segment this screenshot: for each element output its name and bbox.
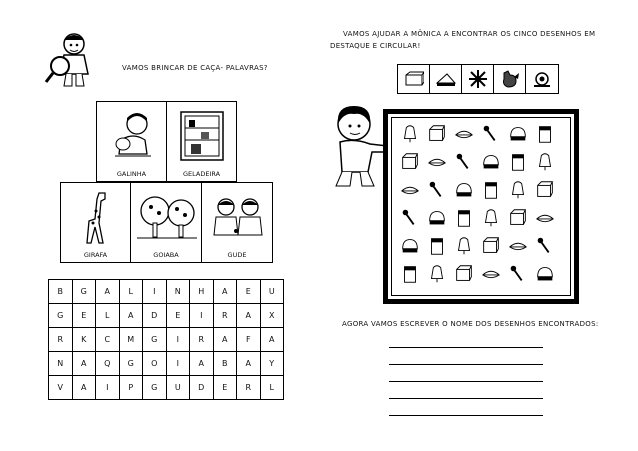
hidden-drawing-icon[interactable] <box>396 232 423 260</box>
instruction-line-2: DESTAQUE E CIRCULAR! <box>330 42 421 50</box>
hidden-drawing-icon[interactable] <box>396 120 423 148</box>
hidden-drawing-icon[interactable] <box>450 120 477 148</box>
grid-row <box>49 376 284 400</box>
grid-cell[interactable]: L <box>119 280 143 304</box>
grid-cell[interactable]: A <box>72 352 96 376</box>
instruction-line-1: VAMOS AJUDAR A MÔNICA A ENCONTRAR OS CINCO DESENHOS EM <box>343 30 596 38</box>
hidden-drawing-icon[interactable] <box>504 176 531 204</box>
answer-line-1[interactable] <box>389 347 543 348</box>
hidden-drawing-icon[interactable] <box>396 204 423 232</box>
grid-cell[interactable]: E <box>237 280 261 304</box>
hidden-drawing-icon[interactable] <box>531 148 558 176</box>
picture-card-goiaba <box>130 182 202 263</box>
grid-cell[interactable]: L <box>96 304 120 328</box>
grid-cell[interactable]: A <box>237 352 261 376</box>
answer-line-2[interactable] <box>389 364 543 365</box>
hidden-drawing-icon[interactable] <box>504 148 531 176</box>
grid-cell[interactable]: R <box>237 376 261 400</box>
grid-cell[interactable]: I <box>96 376 120 400</box>
grid-cell[interactable]: F <box>237 328 261 352</box>
left-title: VAMOS BRINCAR DE CAÇA- PALAVRAS? <box>122 64 268 72</box>
grid-cell[interactable]: A <box>119 304 143 328</box>
grid-cell[interactable]: Y <box>260 352 284 376</box>
grid-cell[interactable]: G <box>72 280 96 304</box>
hidden-drawing-icon[interactable] <box>477 260 504 288</box>
grid-cell[interactable]: A <box>190 352 214 376</box>
grid-cell[interactable]: A <box>96 280 120 304</box>
picture-card-geladeira <box>166 101 237 182</box>
hidden-drawing-icon[interactable] <box>396 176 423 204</box>
hidden-drawing-icon[interactable] <box>477 120 504 148</box>
picture-label: GELADEIRA <box>182 170 221 178</box>
rooster-icon <box>494 65 526 93</box>
hidden-drawing-icon[interactable] <box>396 148 423 176</box>
grid-cell[interactable]: N <box>166 280 190 304</box>
grid-cell[interactable]: H <box>190 280 214 304</box>
grid-row <box>49 328 284 352</box>
hidden-drawing-icon[interactable] <box>423 204 450 232</box>
word-search-grid <box>48 279 284 400</box>
target-drawings-strip <box>397 64 559 94</box>
grid-cell[interactable]: E <box>213 376 237 400</box>
grid-cell[interactable]: U <box>260 280 284 304</box>
grid-cell[interactable]: G <box>143 376 167 400</box>
grid-cell[interactable]: B <box>49 280 73 304</box>
grid-cell[interactable]: E <box>72 304 96 328</box>
grid-cell[interactable]: B <box>213 352 237 376</box>
grid-cell[interactable]: R <box>49 328 73 352</box>
grid-cell[interactable]: I <box>143 280 167 304</box>
grid-cell[interactable]: G <box>143 328 167 352</box>
grid-cell[interactable]: G <box>119 352 143 376</box>
grid-cell[interactable]: K <box>72 328 96 352</box>
hidden-drawing-icon[interactable] <box>450 260 477 288</box>
snail-icon <box>526 65 558 93</box>
hidden-drawing-icon[interactable] <box>477 148 504 176</box>
hidden-drawing-icon[interactable] <box>423 260 450 288</box>
grid-cell[interactable]: A <box>237 304 261 328</box>
grid-cell[interactable]: P <box>119 376 143 400</box>
picture-card-galinha <box>96 101 167 182</box>
hidden-drawing-icon[interactable] <box>477 204 504 232</box>
magnifier-character-illustration <box>44 30 100 90</box>
guava-trees-drawing <box>137 193 197 241</box>
hidden-drawing-icon[interactable] <box>531 120 558 148</box>
grid-cell[interactable]: N <box>49 352 73 376</box>
picture-label: GOIABA <box>153 251 179 259</box>
grid-cell[interactable]: D <box>190 376 214 400</box>
grid-cell[interactable]: I <box>166 352 190 376</box>
grid-cell[interactable]: R <box>190 328 214 352</box>
answer-line-5[interactable] <box>389 415 543 416</box>
hidden-drawing-icon[interactable] <box>531 232 558 260</box>
grid-cell[interactable]: X <box>260 304 284 328</box>
grid-cell[interactable]: C <box>96 328 120 352</box>
grid-cell[interactable]: O <box>143 352 167 376</box>
grid-cell[interactable]: M <box>119 328 143 352</box>
hidden-drawing-icon[interactable] <box>423 232 450 260</box>
grid-cell[interactable]: D <box>143 304 167 328</box>
grid-cell[interactable]: I <box>166 328 190 352</box>
grid-cell[interactable]: A <box>213 328 237 352</box>
hidden-drawing-icon[interactable] <box>504 232 531 260</box>
hidden-drawings-grid <box>396 120 558 288</box>
grid-row <box>49 352 284 376</box>
hidden-drawing-icon[interactable] <box>423 176 450 204</box>
refrigerator-drawing <box>177 108 227 164</box>
write-instruction: AGORA VAMOS ESCREVER O NOME DOS DESENHOS ENCONTRADOS: <box>342 320 599 328</box>
grid-cell[interactable]: R <box>213 304 237 328</box>
grid-cell[interactable]: V <box>49 376 73 400</box>
grid-cell[interactable]: G <box>49 304 73 328</box>
kids-playing-marbles-drawing <box>210 195 266 239</box>
grid-row <box>49 280 284 304</box>
grid-cell[interactable]: A <box>72 376 96 400</box>
picture-card-gude <box>201 182 273 263</box>
answer-line-4[interactable] <box>389 398 543 399</box>
picture-card-girafa <box>60 182 131 263</box>
answer-line-3[interactable] <box>389 381 543 382</box>
monica-character-illustration <box>328 102 390 188</box>
grid-cell[interactable]: A <box>260 328 284 352</box>
hidden-drawing-icon[interactable] <box>396 260 423 288</box>
flower-icon <box>462 65 494 93</box>
grid-cell[interactable]: A <box>213 280 237 304</box>
hidden-drawing-icon[interactable] <box>531 204 558 232</box>
hidden-drawing-icon[interactable] <box>423 148 450 176</box>
hidden-drawing-icon[interactable] <box>450 148 477 176</box>
box-icon <box>398 65 430 93</box>
hidden-drawing-icon[interactable] <box>450 204 477 232</box>
grid-cell[interactable]: L <box>260 376 284 400</box>
hidden-drawing-icon[interactable] <box>504 120 531 148</box>
hidden-drawing-icon[interactable] <box>450 176 477 204</box>
hidden-drawings-frame <box>383 109 579 304</box>
picture-label: GIRAFA <box>83 251 108 259</box>
girl-with-chicken-drawing <box>111 110 155 160</box>
hidden-drawing-icon[interactable] <box>450 232 477 260</box>
grid-cell[interactable]: Q <box>96 352 120 376</box>
giraffe-drawing <box>81 189 113 245</box>
hidden-drawing-icon[interactable] <box>477 232 504 260</box>
hidden-drawing-icon[interactable] <box>504 204 531 232</box>
picture-label: GALINHA <box>116 170 147 178</box>
grid-row <box>49 304 284 328</box>
grid-cell[interactable]: E <box>166 304 190 328</box>
hidden-drawing-icon[interactable] <box>423 120 450 148</box>
hidden-drawing-icon[interactable] <box>531 176 558 204</box>
hidden-drawing-icon[interactable] <box>504 260 531 288</box>
picture-label: GUDE <box>227 251 247 259</box>
cake-slice-icon <box>430 65 462 93</box>
hidden-drawing-icon[interactable] <box>477 176 504 204</box>
grid-cell[interactable]: U <box>166 376 190 400</box>
grid-cell[interactable]: I <box>190 304 214 328</box>
hidden-drawing-icon[interactable] <box>531 260 558 288</box>
